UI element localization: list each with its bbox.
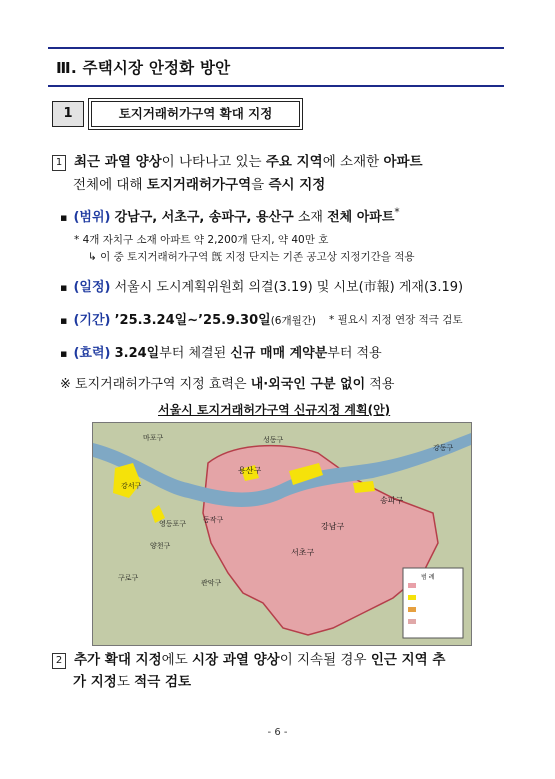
bullet-icon: ▪: [60, 347, 68, 360]
item1-marker: 1: [52, 155, 66, 171]
item2-h: 적극 검토: [134, 674, 192, 690]
item2-line1: [52, 648, 445, 669]
effect-line: [60, 342, 382, 361]
period-line: [60, 309, 316, 328]
map-label-gangseo: 강서구: [121, 482, 142, 490]
map-label-yeongdeungpo: 영등포구: [159, 520, 187, 528]
map-label-dongjak: 동작구: [203, 516, 224, 524]
map-label-gwanak: 관악구: [201, 579, 222, 587]
remark-line: [60, 373, 394, 392]
section-title: Ⅲ. 주택시장 안정화 방안: [56, 59, 231, 77]
map-label-gangdong: 강동구: [433, 444, 454, 452]
item1-text-g: 토지거래허가구역: [146, 177, 252, 193]
legend-swatch: [408, 607, 416, 612]
remark-c: 적용: [365, 377, 395, 392]
map-label-gangnam: 강남구: [321, 522, 345, 531]
item1-line1: [52, 150, 423, 171]
subsection-title: 토지거래허가구역 확대 지정: [91, 101, 300, 127]
map-label-songpa: 송파구: [380, 496, 404, 505]
map-label-seocho: 서초구: [291, 548, 315, 557]
remark-a: ※ 토지거래허가구역 지정 효력은: [60, 377, 251, 392]
scope-mid: 소재: [293, 210, 328, 225]
scope-districts: 강남구, 서초구, 송파구, 용산구: [114, 210, 294, 225]
scope-note2: ↳ 이 중 토지거래허가구역 旣 지정 단지는 기존 공고상 지정기간을 적용: [88, 251, 415, 263]
legend-swatch: [408, 583, 416, 588]
scope-line: [60, 206, 400, 225]
item1-text-i: 즉시 지정: [268, 177, 326, 193]
scope-note1: * 4개 자치구 소재 아파트 약 2,200개 단지, 약 40만 호: [74, 234, 329, 246]
map-label-seongdong: 성동구: [263, 436, 284, 444]
item2-c: 시장 과열 양상: [192, 652, 280, 668]
schedule-text: 서울시 도시계획위원회 의결(3.19) 및 시보(市報) 게재(3.19): [114, 280, 464, 295]
page-number: - 6 -: [267, 727, 288, 738]
legend-title: 범 례: [421, 574, 435, 581]
period-label: (기간): [73, 313, 111, 328]
bullet-icon: ▪: [60, 314, 68, 327]
remark-b: 내·외국인 구분 없이: [250, 377, 366, 392]
item2-d: 이 지속될 경우: [279, 652, 371, 668]
period-dates: ’25.3.24일∼’25.9.30일: [114, 313, 271, 328]
legend-swatch: [408, 595, 416, 600]
scope-sup: *: [394, 206, 400, 219]
item2-marker: 2: [52, 653, 66, 669]
schedule-line: [60, 276, 463, 295]
item2-b: 에도: [161, 652, 193, 668]
item2-line2: [73, 670, 191, 690]
bullet-icon: ▪: [60, 211, 68, 224]
item1-line2: [73, 173, 325, 193]
item1-text-a: 최근 과열 양상: [74, 154, 162, 170]
effect-d: 부터 적용: [327, 346, 382, 361]
period-note: * 필요시 지정 연장 적극 검토: [329, 314, 463, 326]
effect-b: 부터 체결된: [159, 346, 231, 361]
effect-c: 신규 매매 계약분: [230, 346, 328, 361]
subsection-number: 1: [52, 101, 84, 127]
map-label-mapo: 마포구: [143, 434, 164, 442]
effect-label: (효력): [73, 346, 111, 361]
scope-label: (범위): [73, 210, 111, 225]
seoul-map: [92, 422, 472, 646]
map-label-yangcheon: 양천구: [150, 542, 171, 550]
item2-f: 가 지정: [73, 674, 117, 690]
section-header: [48, 47, 504, 87]
period-months: (6개월간): [270, 315, 317, 327]
item2-e: 인근 지역 추: [370, 652, 446, 668]
map-label-yongsan: 용산구: [238, 466, 262, 475]
item1-text-e: 아파트: [383, 154, 423, 170]
item1-text-h: 을: [251, 177, 269, 193]
item1-text-b: 이 나타나고 있는: [161, 154, 266, 170]
schedule-label: (일정): [73, 280, 111, 295]
map-label-guro: 구로구: [118, 574, 139, 582]
scope-target: 전체 아파트: [327, 210, 395, 225]
item2-a: 추가 확대 지정: [74, 652, 162, 668]
map-svg: [93, 423, 471, 645]
bullet-icon: ▪: [60, 281, 68, 294]
map-title: 서울시 토지거래허가구역 신규지정 계획(안): [158, 403, 391, 417]
item1-text-c: 주요 지역: [265, 154, 323, 170]
item1-text-f: 전체에 대해: [73, 177, 147, 193]
item1-text-d: 에 소재한: [322, 154, 384, 170]
effect-a: 3.24일: [114, 346, 160, 361]
item2-g: 도: [116, 674, 135, 690]
existing-zone: [353, 481, 375, 493]
legend-swatch: [408, 619, 416, 624]
